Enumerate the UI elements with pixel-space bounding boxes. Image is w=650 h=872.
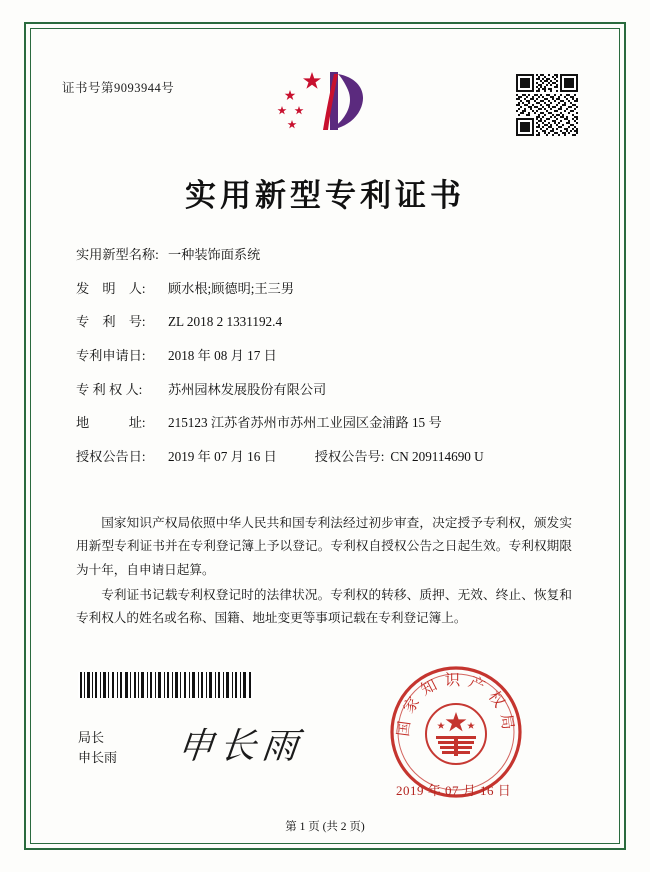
handwritten-signature: 申长雨 (175, 726, 306, 767)
grant-number-value: CN 209114690 U (390, 448, 484, 464)
field-label: 专 利 号: (76, 314, 146, 330)
field-value: 苏州园林发展股份有限公司 (168, 381, 327, 397)
signature-name: 申长雨 (78, 750, 118, 766)
legal-text (76, 512, 572, 632)
page-title: 实用新型专利证书 (185, 178, 465, 214)
field-address (76, 414, 576, 431)
field-application-date (76, 347, 576, 364)
field-label: 专 利 权 人: (76, 381, 143, 397)
signature-title: 局长 (78, 730, 105, 745)
field-value: 一种装饰面系统 (168, 247, 261, 262)
field-value: 215123 江苏省苏州市苏州工业园区金浦路 15 号 (168, 415, 442, 431)
patent-fields (76, 246, 576, 482)
field-grant-announcement (76, 448, 576, 465)
certificate-number: 证书号第9093944号 (62, 81, 175, 95)
grant-date-value: 2019 年 07 月 16 日 (168, 448, 277, 464)
field-label: 地 址: (76, 415, 146, 431)
grant-date-label: 授权公告日: (76, 448, 146, 464)
qr-code (516, 74, 578, 136)
field-value: 2018 年 08 月 17 日 (168, 347, 277, 363)
grant-number-label: 授权公告号: (314, 448, 385, 464)
field-patentee (76, 381, 576, 398)
cnipa-logo-icon (268, 68, 376, 134)
field-value: 顾水根;顾德明;王三男 (168, 280, 295, 296)
signature-block (78, 728, 117, 768)
field-value: ZL 2018 2 1331192.4 (168, 314, 283, 330)
svg-text:国家知识产权局: 国家知识产权局 (394, 670, 518, 738)
field-invention-name (76, 246, 576, 263)
paragraph-2: 专利证书记载专利权登记时的法律状况。专利权的转移、质押、无效、终止、恢复和专利权人的姓名或名称、国籍、地址变更等事项记载在专利登记簿上。 (76, 587, 572, 626)
barcode (78, 672, 254, 698)
page-number-footer: 第 1 页 (共 2 页) (285, 821, 365, 833)
field-patent-number (76, 313, 576, 330)
seal-date: 2019 年 07 月 16 日 (396, 783, 512, 798)
field-label: 发 明 人: (76, 280, 146, 296)
field-inventors (76, 280, 576, 297)
field-label: 实用新型名称: (76, 247, 159, 262)
field-label: 专利申请日: (76, 347, 146, 363)
paragraph-1: 国家知识产权局依照中华人民共和国专利法经过初步审查，决定授予专利权，颁发实用新型专利证书并在专利登记簿上予以登记。专利权自授权公告之日起生效。专利权期限为十年，自申请日起算。 (76, 516, 572, 577)
